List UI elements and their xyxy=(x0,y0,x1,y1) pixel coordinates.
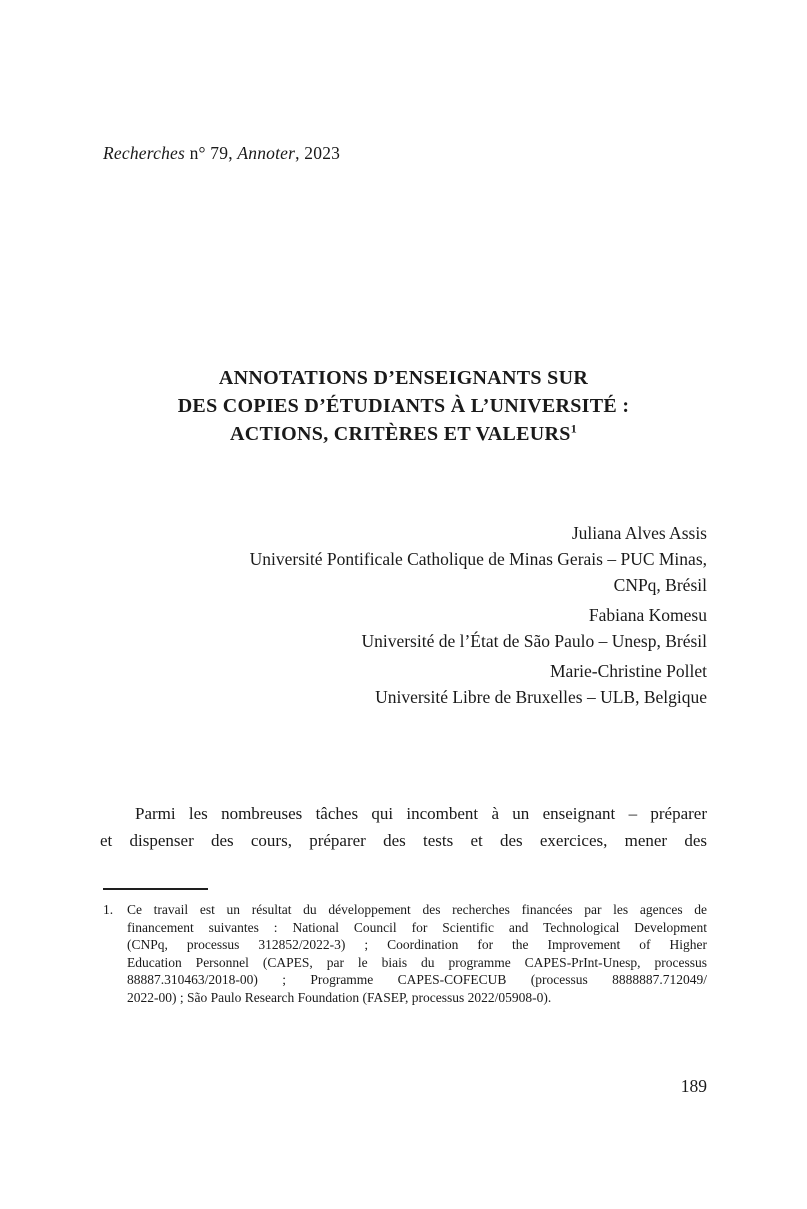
running-header xyxy=(103,143,710,164)
author-name: Juliana Alves Assis xyxy=(571,523,707,543)
author-name: Fabiana Komesu xyxy=(588,605,707,625)
author-affiliation: Université de l’État de São Paulo – Unesp, Brésil xyxy=(361,631,707,651)
author-group xyxy=(100,658,707,710)
footnote-line: Ce travail est un résultat du développement des recherches financées par les agences de xyxy=(127,902,707,917)
issue-info: n° 79, xyxy=(185,143,238,163)
author-affiliation: Université Pontificale Catholique de Minas Gerais – PUC Minas, xyxy=(249,549,707,569)
title-line-2: DES COPIES D’ÉTUDIANTS À L’UNIVERSITÉ : xyxy=(177,395,630,417)
body-paragraph xyxy=(100,800,707,854)
title-line-1: ANNOTATIONS D’ENSEIGNANTS SUR xyxy=(218,367,589,389)
journal-name: Recherches xyxy=(103,143,185,163)
footnote-line: (CNPq, processus 312852/2022-3) ; Coordination for the Improvement of Higher xyxy=(127,937,707,953)
issue-theme: Annoter xyxy=(237,143,296,163)
author-affiliation: Université Libre de Bruxelles – ULB, Belgique xyxy=(375,687,707,707)
footnote-line: Education Personnel (CAPES, par le biais du programme CAPES-PrInt-Unesp, processus xyxy=(127,954,707,970)
footnote-line: 2022-00) ; São Paulo Research Foundation (FASEP, processus 2022/05908-0). xyxy=(127,989,552,1005)
body-line: et dispenser des cours, préparer des tests et des exercices, mener des xyxy=(100,831,707,850)
footnote-line: 88887.310463/2018-00) ; Programme CAPES-COFECUB (processus 8888887.712049/ xyxy=(127,972,707,988)
article-title xyxy=(100,364,707,448)
issue-year: , 2023 xyxy=(295,143,341,163)
body-line: Parmi les nombreuses tâches qui incombent à un enseignant – préparer xyxy=(135,804,707,823)
page-number: 189 xyxy=(680,1076,707,1096)
footnote-marker: 1. xyxy=(103,902,114,917)
title-line-3: ACTIONS, CRITÈRES ET VALEURS$^1$ xyxy=(229,421,578,445)
footnote-separator-rule xyxy=(103,888,208,890)
author-name: Marie-Christine Pollet xyxy=(550,661,707,681)
footnote xyxy=(103,901,707,1007)
author-group xyxy=(100,520,707,598)
author-affiliation: CNPq, Brésil xyxy=(613,575,707,595)
title-footnote-reference: 1 xyxy=(570,421,578,436)
authors-block xyxy=(100,520,707,710)
footnote-line: financement suivantes : National Council for Scientific and Technological Development xyxy=(127,919,707,935)
author-group xyxy=(100,602,707,654)
